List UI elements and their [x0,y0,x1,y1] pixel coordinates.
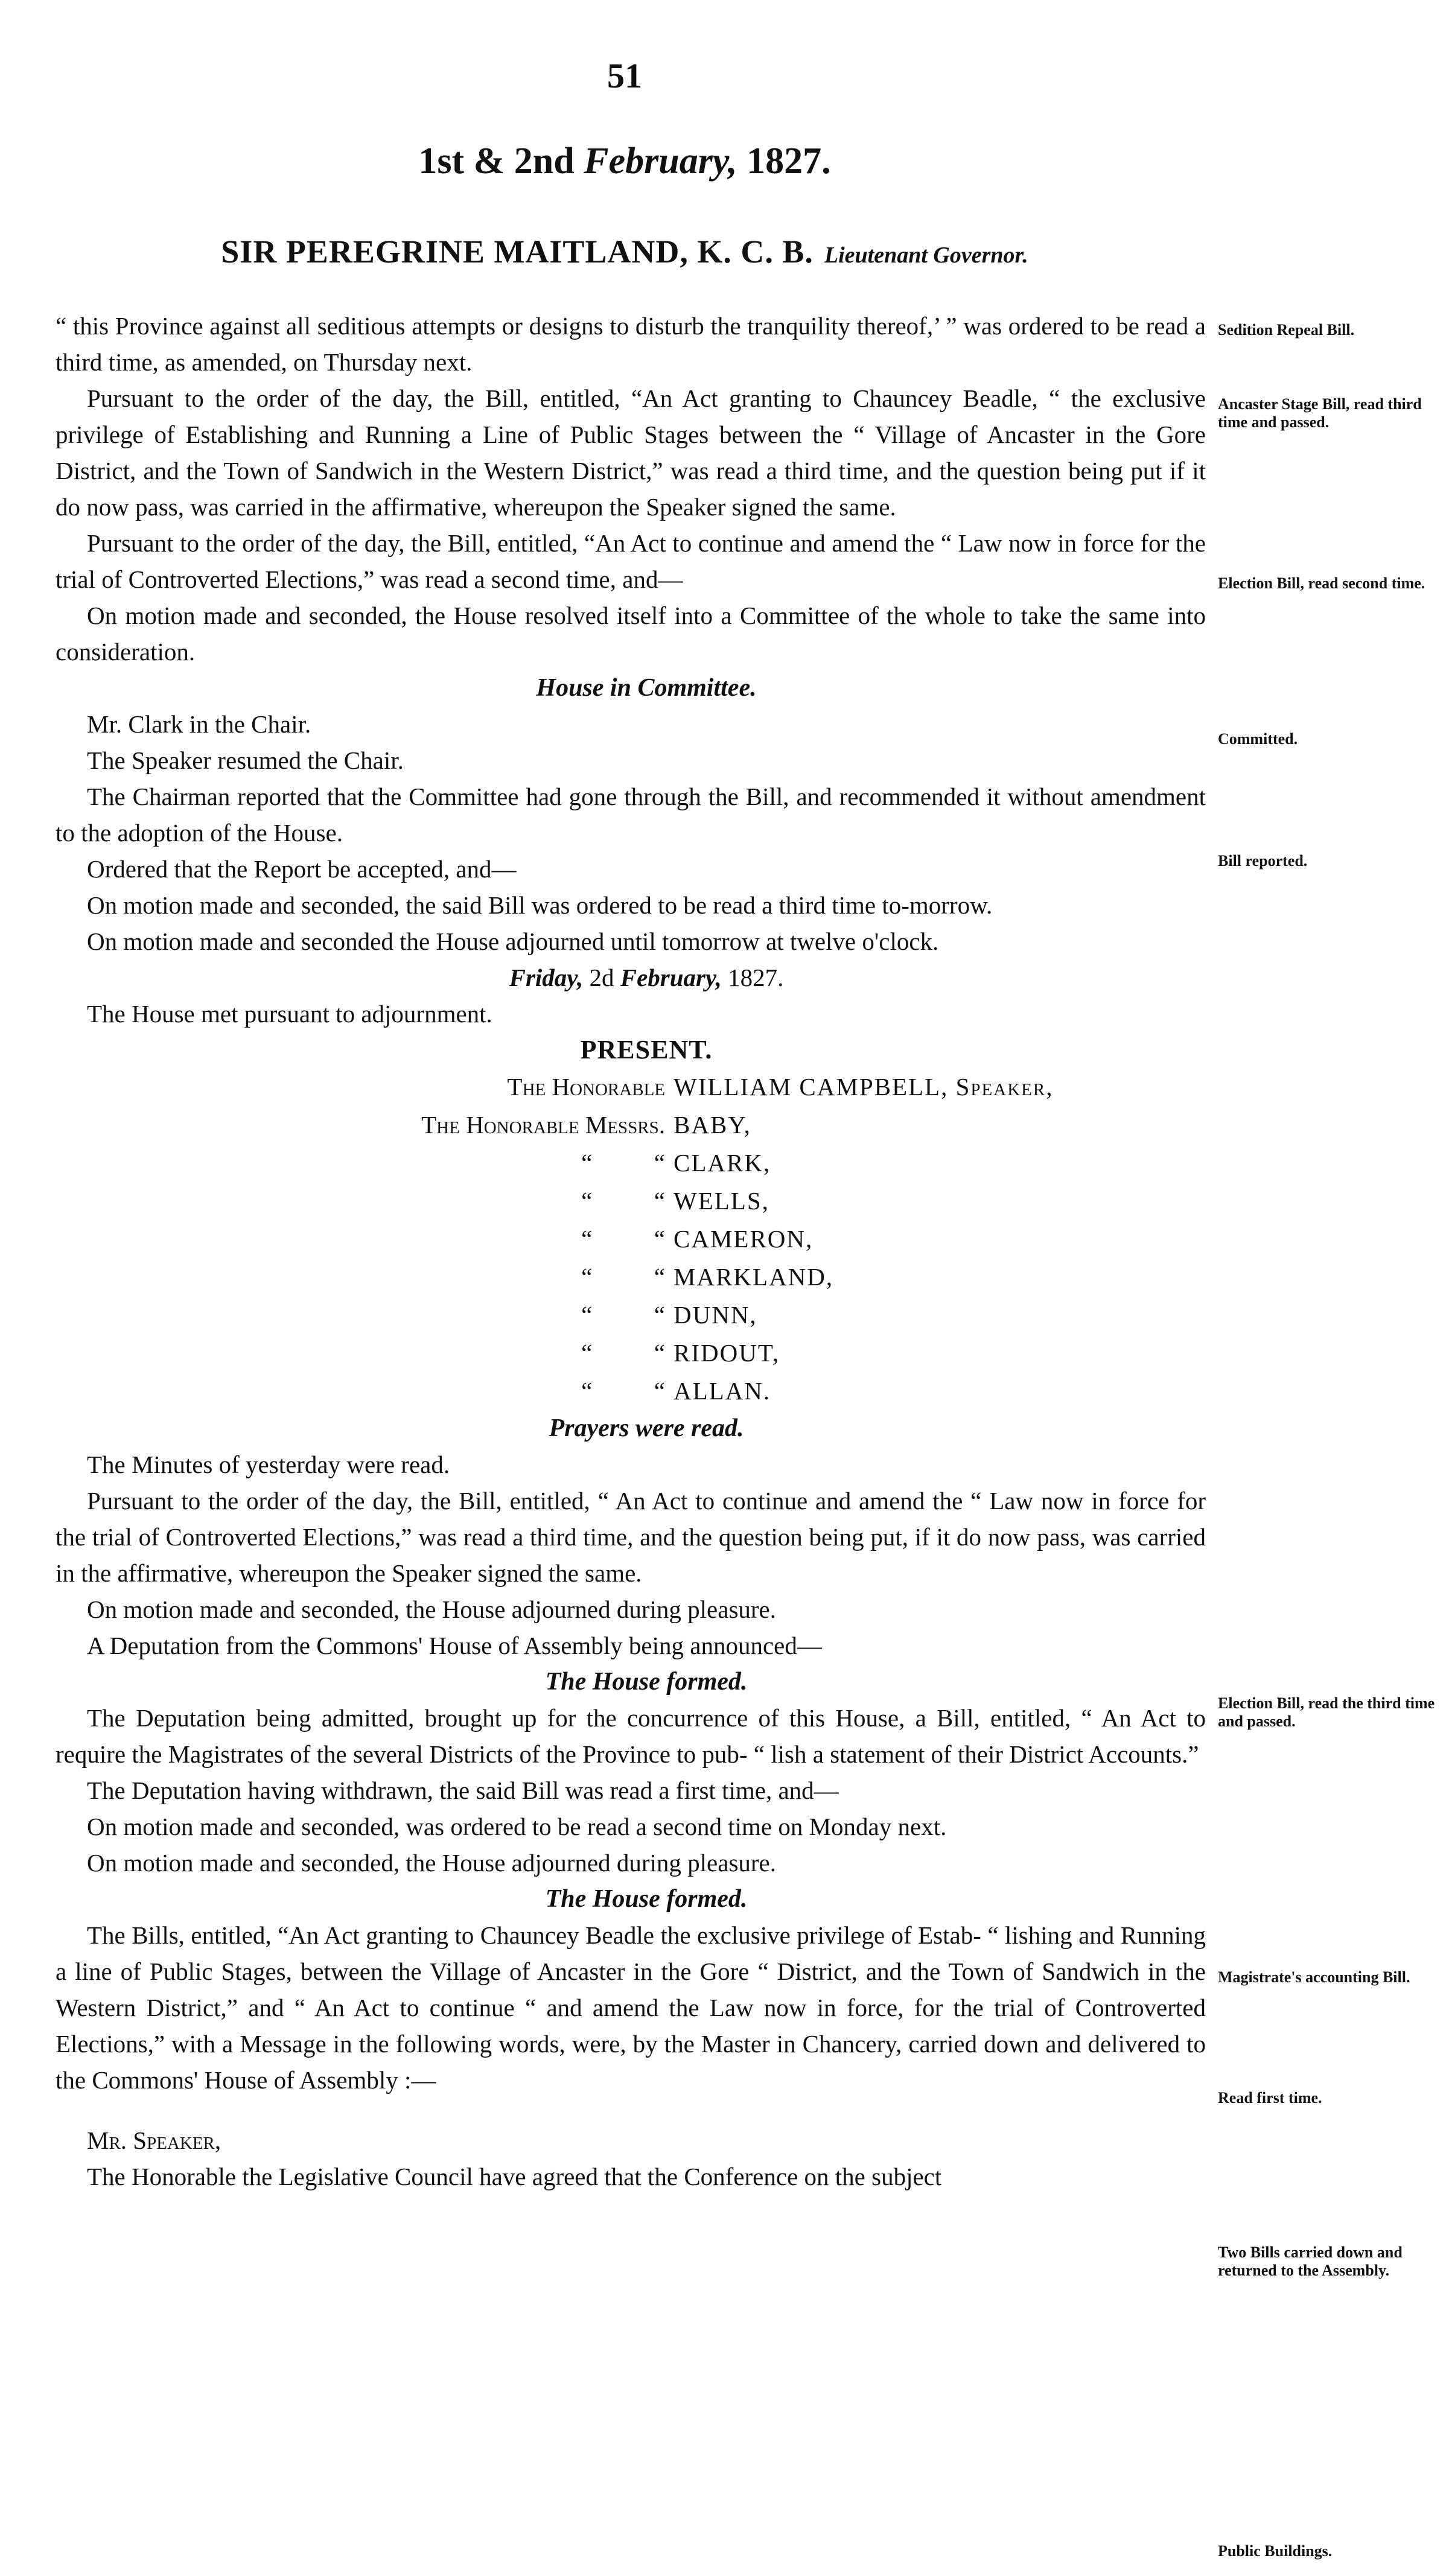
paragraph-9: On motion made and seconded, the said Bill was ordered to be read a third time to-morrow. [87,891,993,919]
roster-title: The Honorable [507,1073,665,1101]
margin-note: Committed. [1218,730,1298,748]
roster-name: RIDOUT, [674,1339,780,1367]
roster-name: DUNN, [674,1301,757,1329]
paragraph-17: The Deputation having withdrawn, the said Bill was read a first time, and— [87,1776,839,1804]
heading-house-formed-2: The House formed. [545,1885,748,1913]
roster-name: CAMERON, [674,1225,814,1253]
paragraph-7: The Chairman reported that the Committee had gone through the Bill, and recommended it without amendment to the adoption of the House. [56,783,1206,847]
roster-ditto: “ “ [581,1301,665,1329]
roster-ditto: “ “ [581,1263,665,1291]
date-title-year: 1827. [747,141,831,182]
roster-row [279,1182,1206,1220]
roster-row [279,1220,1206,1258]
friday-mid: 2d [589,964,614,991]
roster-row [279,1258,1206,1296]
margin-note: Read first time. [1218,2089,1322,2107]
margin-note: Public Buildings. [1218,2542,1333,2560]
roster-row [279,1106,1206,1144]
paragraph-21: The Honorable the Legislative Council have agreed that the Conference on the subject [87,2163,942,2190]
page-number: 51 [607,56,642,95]
paragraph-19: On motion made and seconded, the House adjourned during pleasure. [87,1849,776,1877]
present-heading: PRESENT. [580,1035,713,1064]
roster-ditto: “ “ [581,1377,665,1405]
paragraph-18: On motion made and seconded, was ordered to be read a second time on Monday next. [87,1813,947,1840]
margin-note: Ancaster Stage Bill, read third time and passed. [1218,395,1422,431]
spacer [56,2098,1206,2122]
roster-ditto: “ “ [581,1187,665,1215]
roster-suffix: Speaker, [955,1073,1054,1101]
roster-row [279,1144,1206,1182]
date-title-month: February, [584,141,737,182]
roster-name: WILLIAM CAMPBELL, Speaker, [674,1073,1054,1101]
friday-year: 1827. [728,964,784,991]
friday-date-heading [56,959,1206,996]
paragraph-16: The Deputation being admitted, brought up for the concurrence of this House, a Bill, entitled, “ An Act to require the Magistrates of the several Districts of the Province to pub- “ lish a statement of their District Accounts.” [56,1704,1206,1768]
paragraph-2: Pursuant to the order of the day, the Bill, entitled, “An Act granting to Chauncey Beadle, “ the exclusive privilege of Establishing and Running a Line of Public Stages between the “ Village of Ancaster in the Gore District, and the Town of Sandwich in the Western District,” was read a third time, and the question being put if it do now pass, was carried in the affirmative, whereupon the Speaker signed the same. [56,384,1206,521]
roster-row [279,1296,1206,1334]
margin-note: Election Bill, read second time. [1218,574,1425,592]
roster-ditto: “ “ [581,1339,665,1367]
paragraph-13: Pursuant to the order of the day, the Bill, entitled, “ An Act to continue and amend the “ Law now in force for the trial of Controverted Elections,” was read a third time, and the question being put, if it do now pass, was carried in the affirmative, whereupon the Speaker signed the same. [56,1487,1206,1587]
roster-row [279,1372,1206,1410]
roster-ditto: “ “ [581,1225,665,1253]
salutation: Mr. Speaker, [87,2126,221,2154]
members-roster [279,1068,1206,1410]
paragraph-15: A Deputation from the Commons' House of Assembly being announced— [87,1632,822,1659]
roster-name: MARKLAND, [674,1263,834,1291]
journal-body [56,308,1206,2195]
paragraph-10: On motion made and seconded the House adjourned until tomorrow at twelve o'clock. [87,927,939,955]
paragraph-6: The Speaker resumed the Chair. [87,746,404,774]
roster-name: CLARK, [674,1149,771,1177]
governor-name: SIR PEREGRINE MAITLAND, K. C. B. [221,234,814,270]
date-title-prefix: 1st & 2nd [418,141,575,182]
margin-note: Bill reported. [1218,852,1308,870]
margin-note: Election Bill, read the third time and passed. [1218,1694,1435,1730]
roster-name: WELLS, [674,1187,769,1215]
paragraph-4: On motion made and seconded, the House resolved itself into a Committee of the whole to take the same into consideration. [56,602,1206,666]
paragraph-8: Ordered that the Report be accepted, and— [87,855,517,883]
paragraph-14: On motion made and seconded, the House adjourned during pleasure. [87,1595,776,1623]
heading-house-in-committee: House in Committee. [536,674,757,702]
roster-title: The Honorable Messrs. [421,1111,665,1139]
paragraph-12: The Minutes of yesterday were read. [87,1451,450,1478]
roster-name: BABY, [674,1111,751,1139]
friday-day: Friday, [509,964,584,991]
margin-note: Sedition Repeal Bill. [1218,321,1355,339]
roster-row [279,1068,1206,1106]
roster-row [279,1334,1206,1372]
heading-prayers: Prayers were read. [549,1414,744,1442]
paragraph-3: Pursuant to the order of the day, the Bill, entitled, “An Act to continue and amend the “ Law now in force for the trial of Controverted Elections,” was read a second time, and— [56,529,1206,593]
paragraph-5: Mr. Clark in the Chair. [87,710,311,738]
paragraph-11: The House met pursuant to adjournment. [87,1000,492,1028]
roster-ditto: “ “ [581,1149,665,1177]
heading-house-formed-1: The House formed. [545,1668,748,1696]
margin-note: Magistrate's accounting Bill. [1218,1968,1410,1986]
margin-note: Two Bills carried down and returned to the Assembly. [1218,2244,1403,2279]
roster-name: ALLAN. [674,1377,771,1405]
date-title [0,140,1249,183]
paragraph-1: “ this Province against all seditious attempts or designs to disturb the tranquility thereof,’ ” was ordered to be read a third time, as amended, on Thursday next. [56,312,1206,376]
paragraph-20: The Bills, entitled, “An Act granting to Chauncey Beadle the exclusive privilege of Estab- “ lishing and Running a line of Public Stages, between the Village of Ancaster in the Gore “ District, and the Town of Sandwich in the Western District,” and “ An Act to continue “ and amend the Law now in force, for the trial of Controverted Elections,” with a Message in the following words, were, by the Master in Chancery, carried down and delivered to the Commons' House of Assembly :— [56,1921,1206,2094]
governor-line [0,233,1249,270]
governor-role: Lieutenant Governor. [824,243,1028,268]
friday-month: February, [620,964,722,991]
